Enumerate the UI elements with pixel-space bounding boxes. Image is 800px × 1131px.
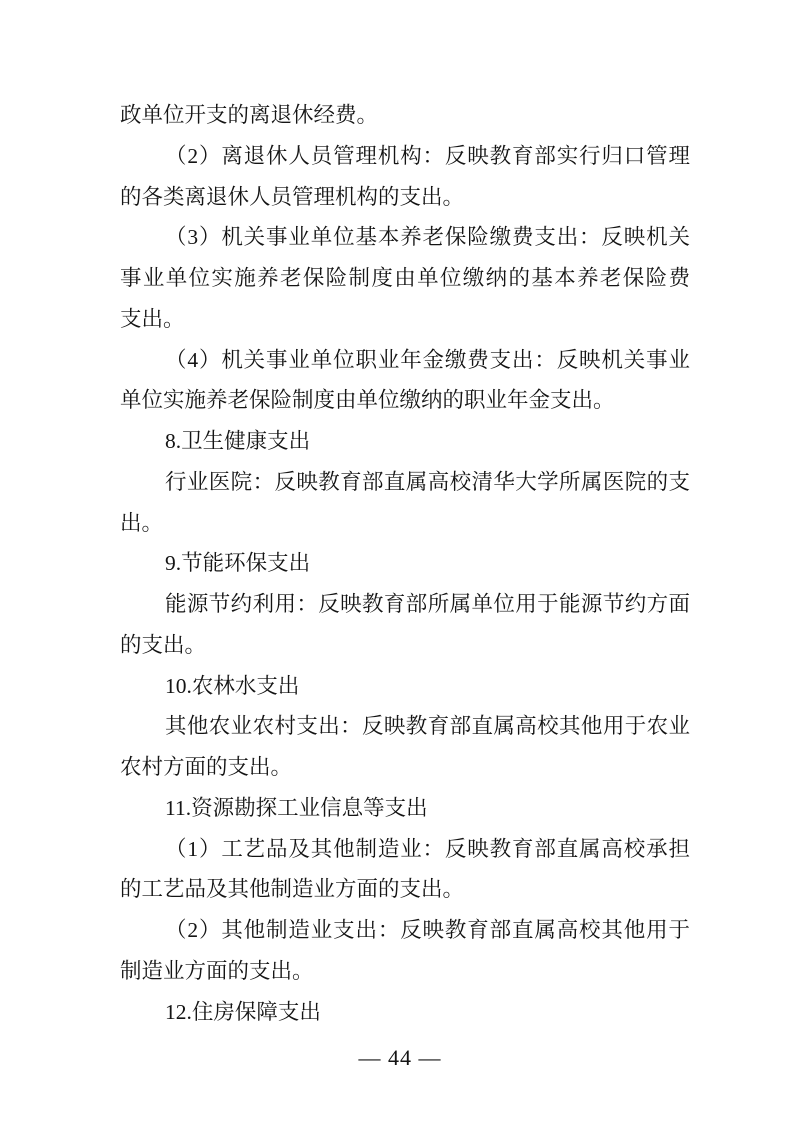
text-line: 8.卫生健康支出	[165, 429, 311, 453]
body-text	[120, 95, 690, 1032]
text-line: （2）离退休人员管理机构：反映教育部实行归口管理	[165, 143, 690, 168]
text-line: （3）机关事业单位基本养老保险缴费支出：反映机关	[165, 225, 690, 250]
text-line: 其他农业农村支出：反映教育部直属高校其他用于农业	[165, 714, 690, 739]
text-line: （4）机关事业单位职业年金缴费支出：反映机关事业	[165, 347, 690, 372]
text-line: 行业医院：反映教育部直属高校清华大学所属医院的支	[165, 469, 690, 494]
text-line: 支出。	[120, 306, 185, 331]
text-line: 事业单位实施养老保险制度由单位缴纳的基本养老保险费	[120, 266, 690, 290]
text-line: 农村方面的支出。	[120, 755, 293, 779]
text-line: 9.节能环保支出	[165, 551, 311, 576]
text-line: 10.农林水支出	[165, 673, 300, 698]
text-line: （2）其他制造业支出：反映教育部直属高校其他用于	[165, 918, 690, 942]
page-number: — 44 —	[358, 1045, 442, 1070]
text-line: （1）工艺品及其他制造业：反映教育部直属高校承担	[165, 836, 690, 861]
text-line: 的工艺品及其他制造业方面的支出。	[120, 877, 465, 902]
text-line: 12.住房保障支出	[165, 999, 321, 1024]
text-line: 能源节约利用：反映教育部所属单位用于能源节约方面	[165, 592, 690, 616]
text-line: 11.资源勘探工业信息等支出	[165, 795, 428, 820]
text-line: 的各类离退休人员管理机构的支出。	[120, 184, 465, 209]
text-line: 政单位开支的离退休经费。	[120, 103, 379, 127]
text-line: 的支出。	[120, 632, 207, 657]
text-line: 出。	[120, 510, 164, 535]
text-line: 制造业方面的支出。	[120, 958, 314, 983]
text-line: 单位实施养老保险制度由单位缴纳的职业年金支出。	[120, 388, 615, 413]
